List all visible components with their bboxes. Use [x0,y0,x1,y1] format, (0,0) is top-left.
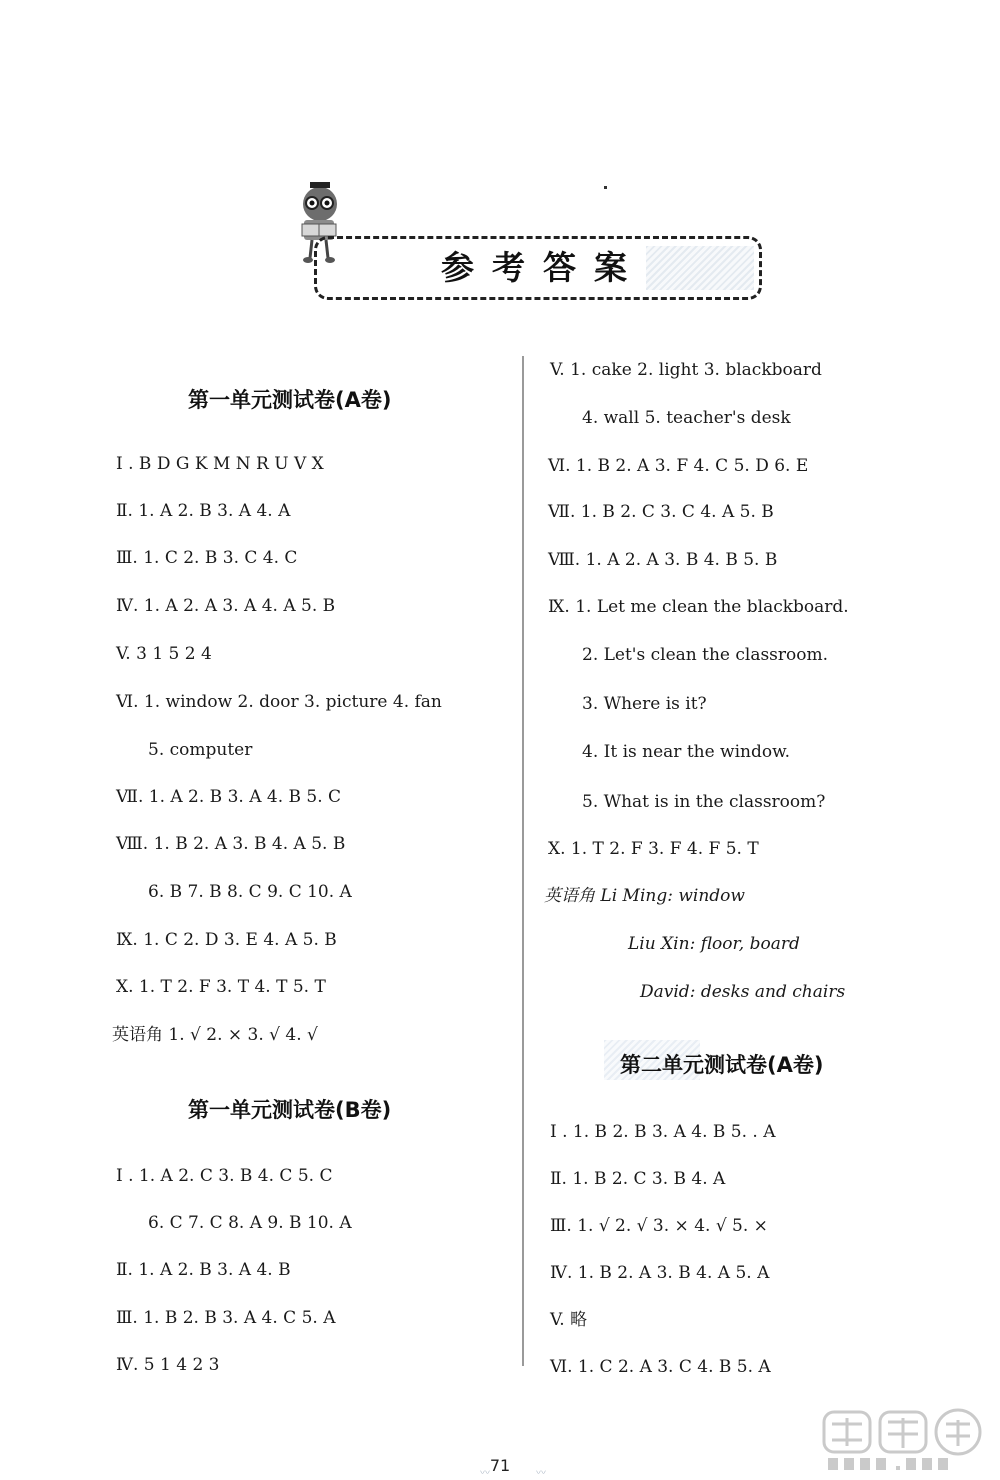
answer-line: David: desks and chairs [640,982,846,1002]
answer-line: Ⅵ. 1. C 2. A 3. C 4. B 5. A [550,1357,771,1377]
page-number: 71 [489,1456,511,1475]
column-divider [522,356,524,1366]
answer-line: Ⅷ. 1. B 2. A 3. B 4. A 5. B [116,834,346,854]
watermark-logo [818,1408,994,1474]
answer-line: Ⅱ. 1. A 2. B 3. A 4. B [116,1260,291,1280]
answer-line: 6. C 7. C 8. A 9. B 10. A [148,1213,352,1233]
answer-line: Ⅲ. 1. C 2. B 3. C 4. C [116,548,298,568]
answer-line: Ⅶ. 1. A 2. B 3. A 4. B 5. C [116,787,342,807]
answer-line: 2. Let's clean the classroom. [582,645,829,665]
answer-line: I . B D G K M N R U V X [116,454,324,474]
answer-line: 4. It is near the window. [582,742,791,762]
page-number-right-ornament: 〰 [536,1468,546,1479]
section-heading-unit1-b: 第一单元测试卷(B卷) [188,1098,392,1122]
answer-line: Ⅸ. 1. C 2. D 3. E 4. A 5. B [116,930,337,950]
answer-line: 5. computer [148,740,253,760]
section-heading-unit2-a: 第二单元测试卷(A卷) [620,1053,824,1077]
answer-line: Ⅳ. 1. A 2. A 3. A 4. A 5. B [116,596,336,616]
answer-line: 英语角 Li Ming: window [544,886,745,906]
answer-line: 英语角 1. √ 2. × 3. √ 4. √ [112,1025,318,1045]
answer-line: V. 3 1 5 2 4 [116,644,212,664]
decorative-dot [604,186,607,189]
answer-line: V. 1. cake 2. light 3. blackboard [550,360,822,380]
answer-line: X. 1. T 2. F 3. F 4. F 5. T [548,839,759,859]
answer-line: X. 1. T 2. F 3. T 4. T 5. T [116,977,326,997]
answer-line: 6. B 7. B 8. C 9. C 10. A [148,882,352,902]
page-number-left-ornament: 〰 [480,1468,490,1479]
answer-line: Ⅱ. 1. A 2. B 3. A 4. A [116,501,291,521]
answer-line: Ⅲ. 1. B 2. B 3. A 4. C 5. A [116,1308,336,1328]
answer-line: Ⅳ. 5 1 4 2 3 [116,1355,220,1375]
answer-line: Ⅶ. 1. B 2. C 3. C 4. A 5. B [548,502,774,522]
answer-line: V. 略 [550,1310,588,1330]
answer-line: I . 1. A 2. C 3. B 4. C 5. C [116,1166,333,1186]
answer-line: 4. wall 5. teacher's desk [582,408,791,428]
answer-line: Ⅷ. 1. A 2. A 3. B 4. B 5. B [548,550,778,570]
answer-line: I . 1. B 2. B 3. A 4. B 5. . A [550,1122,776,1142]
page-title: 参考答案 [441,248,645,287]
answer-line: 3. Where is it? [582,694,707,714]
answer-line: Ⅲ. 1. √ 2. √ 3. × 4. √ 5. × [550,1216,768,1236]
answer-line: Ⅱ. 1. B 2. C 3. B 4. A [550,1169,726,1189]
answer-line: 5. What is in the classroom? [582,792,826,812]
answer-line: Ⅳ. 1. B 2. A 3. B 4. A 5. A [550,1263,770,1283]
answer-line: Ⅸ. 1. Let me clean the blackboard. [548,597,849,617]
answer-line: Liu Xin: floor, board [628,934,800,954]
section-heading-unit1-a: 第一单元测试卷(A卷) [188,388,392,412]
answer-line: Ⅵ. 1. B 2. A 3. F 4. C 5. D 6. E [548,456,809,476]
answer-line: Ⅵ. 1. window 2. door 3. picture 4. fan [116,692,442,712]
